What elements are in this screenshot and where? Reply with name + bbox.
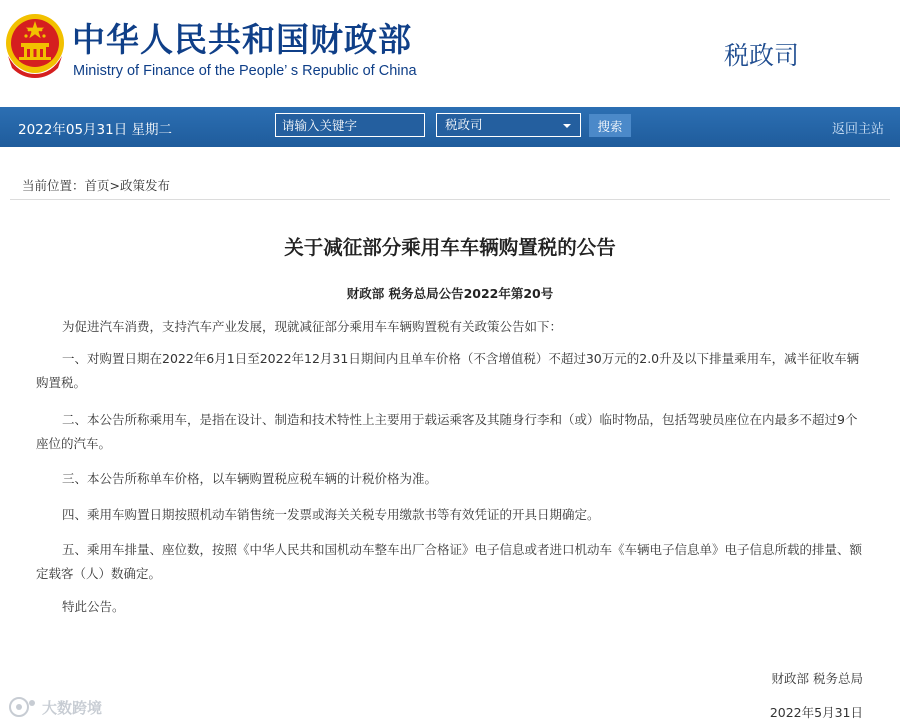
current-date: 2022年05月31日 星期二 — [18, 122, 173, 138]
site-header — [0, 0, 900, 107]
search-scope-select[interactable] — [436, 113, 581, 137]
article-title: 关于减征部分乘用车车辆购置税的公告 — [284, 236, 616, 259]
breadcrumb-home-link[interactable]: 首页 — [84, 178, 110, 193]
nav-bar — [0, 107, 900, 147]
article-paragraph: 一、对购置日期在2022年6月1日至2022年12月31日期间内且单车价格（不含增值税）不超过30万元的2.0升及以下排量乘用车，减半征收车辆购置税。 — [36, 351, 860, 390]
department-name: 税政司 — [724, 41, 800, 70]
site-title-english: Ministry of Finance of the People’ s Republic of China — [73, 63, 417, 79]
article-paragraph: 三、本公告所称单车价格，以车辆购置税应税车辆的计税价格为准。 — [62, 471, 438, 486]
article-paragraph: 为促进汽车消费，支持汽车产业发展，现就减征部分乘用车车辆购置税有关政策公告如下： — [62, 319, 563, 334]
watermark-logo — [8, 694, 128, 720]
breadcrumb-section-link[interactable]: 政策发布 — [120, 178, 171, 193]
article-paragraph: 四、乘用车购置日期按照机动车销售统一发票或海关关税专用缴款书等有效凭证的开具日期确定。 — [62, 507, 600, 522]
return-home-link[interactable]: 返回主站 — [831, 122, 884, 137]
watermark-text: 大数跨境 — [42, 699, 103, 717]
article-document-number: 财政部 税务总局公告2022年第20号 — [346, 286, 554, 301]
site-title-chinese: 中华人民共和国财政部 — [72, 20, 412, 59]
search-scope-value: 税政司 — [445, 117, 483, 132]
signature-date: 2022年5月31日 — [769, 705, 863, 720]
national-emblem-icon — [4, 12, 66, 78]
breadcrumb — [22, 176, 170, 194]
signature-agency: 财政部 税务总局 — [771, 671, 863, 686]
article-paragraph: 五、乘用车排量、座位数，按照《中华人民共和国机动车整车出厂合格证》电子信息或者进口机动车《车辆电子信息单》电子信息所载的排量、额定载客（人）数确定。 — [36, 542, 863, 581]
article-paragraph: 二、本公告所称乘用车，是指在设计、制造和技术特性上主要用于载运乘客及其随身行李和（或）临时物品，包括驾驶员座位在内最多不超过9个座位的汽车。 — [36, 412, 858, 451]
article-closing: 特此公告。 — [62, 599, 125, 614]
breadcrumb-divider — [10, 199, 890, 200]
breadcrumb-separator: > — [109, 178, 121, 193]
search-button[interactable]: 搜索 — [589, 114, 631, 137]
chevron-down-icon — [563, 124, 571, 128]
search-input[interactable] — [275, 113, 425, 137]
breadcrumb-prefix: 当前位置： — [22, 178, 85, 193]
